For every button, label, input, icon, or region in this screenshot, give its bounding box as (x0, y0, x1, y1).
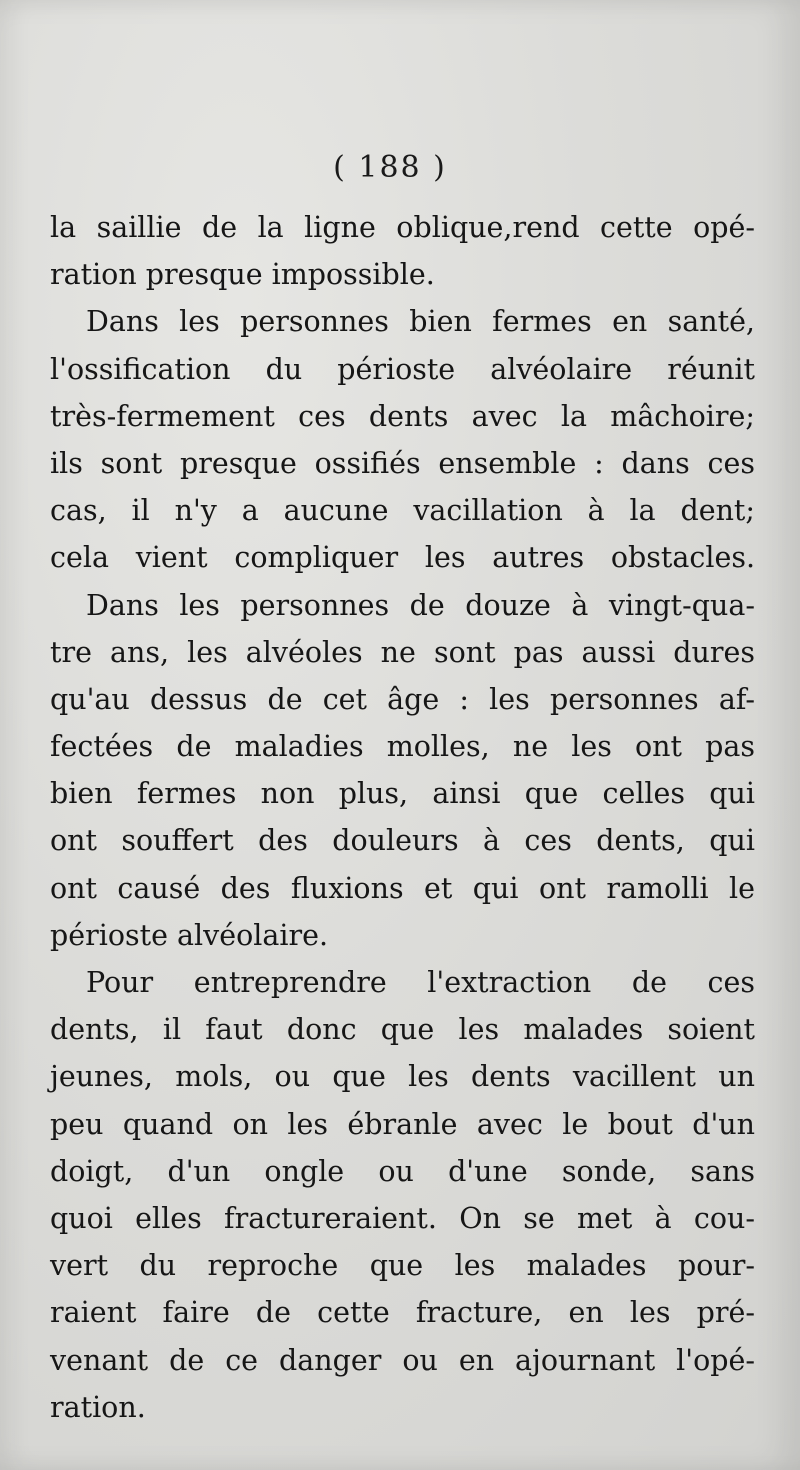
text-line: ration presque impossible. (50, 258, 435, 292)
text-line: ont causé des fluxions et qui ont ramolli le (50, 871, 755, 905)
text-line: tre ans, les alvéoles ne sont pas aussi dures (50, 635, 755, 669)
text-line: ont souffert des douleurs à ces dents, qui (50, 824, 755, 858)
paragraph-1 (50, 204, 755, 298)
text-line: raient faire de cette fracture, en les pré- (50, 1296, 755, 1330)
text-line: vert du reproche que les malades pour- (50, 1249, 755, 1283)
paragraph-2 (50, 298, 755, 581)
text-line: très-fermement ces dents avec la mâchoire; (50, 399, 755, 433)
paragraph-4 (50, 959, 755, 1431)
text-line: la saillie de la ligne oblique,rend cette opé- (50, 211, 755, 244)
text-line: peu quand on les ébranle avec le bout d'un (50, 1107, 755, 1141)
text-line: quoi elles fractureraient. On se met à cou- (50, 1201, 755, 1235)
text-line: dents, il faut donc que les malades soient (50, 1013, 755, 1047)
body-text (50, 204, 755, 1431)
text-line: Dans les personnes de douze à vingt-qua- (86, 588, 755, 622)
text-line: venant de ce danger ou en ajournant l'opé- (50, 1343, 755, 1377)
text-line: l'ossification du périoste alvéolaire réunit (50, 352, 755, 386)
text-line: doigt, d'un ongle ou d'une sonde, sans (50, 1154, 755, 1188)
text-line: qu'au dessus de cet âge : les personnes af- (50, 682, 755, 716)
text-line: périoste alvéolaire. (50, 918, 329, 952)
text-line: ils sont presque ossifiés ensemble : dans ces (50, 446, 755, 480)
text-line: cela vient compliquer les autres obstacles. (50, 541, 755, 575)
text-line: bien fermes non plus, ainsi que celles qui (50, 777, 755, 811)
text-line: fectées de maladies molles, ne les ont pas (50, 730, 755, 764)
text-line: cas, il n'y a aucune vacillation à la dent; (50, 494, 755, 528)
text-line: ration. (50, 1390, 146, 1424)
text-line: Pour entreprendre l'extraction de ces (86, 966, 755, 999)
paragraph-3 (50, 582, 755, 960)
text-line: Dans les personnes bien fermes en santé, (86, 305, 755, 339)
text-line: jeunes, mols, ou que les dents vacillent un (50, 1060, 755, 1094)
page-number: ( 188 ) (333, 150, 447, 185)
